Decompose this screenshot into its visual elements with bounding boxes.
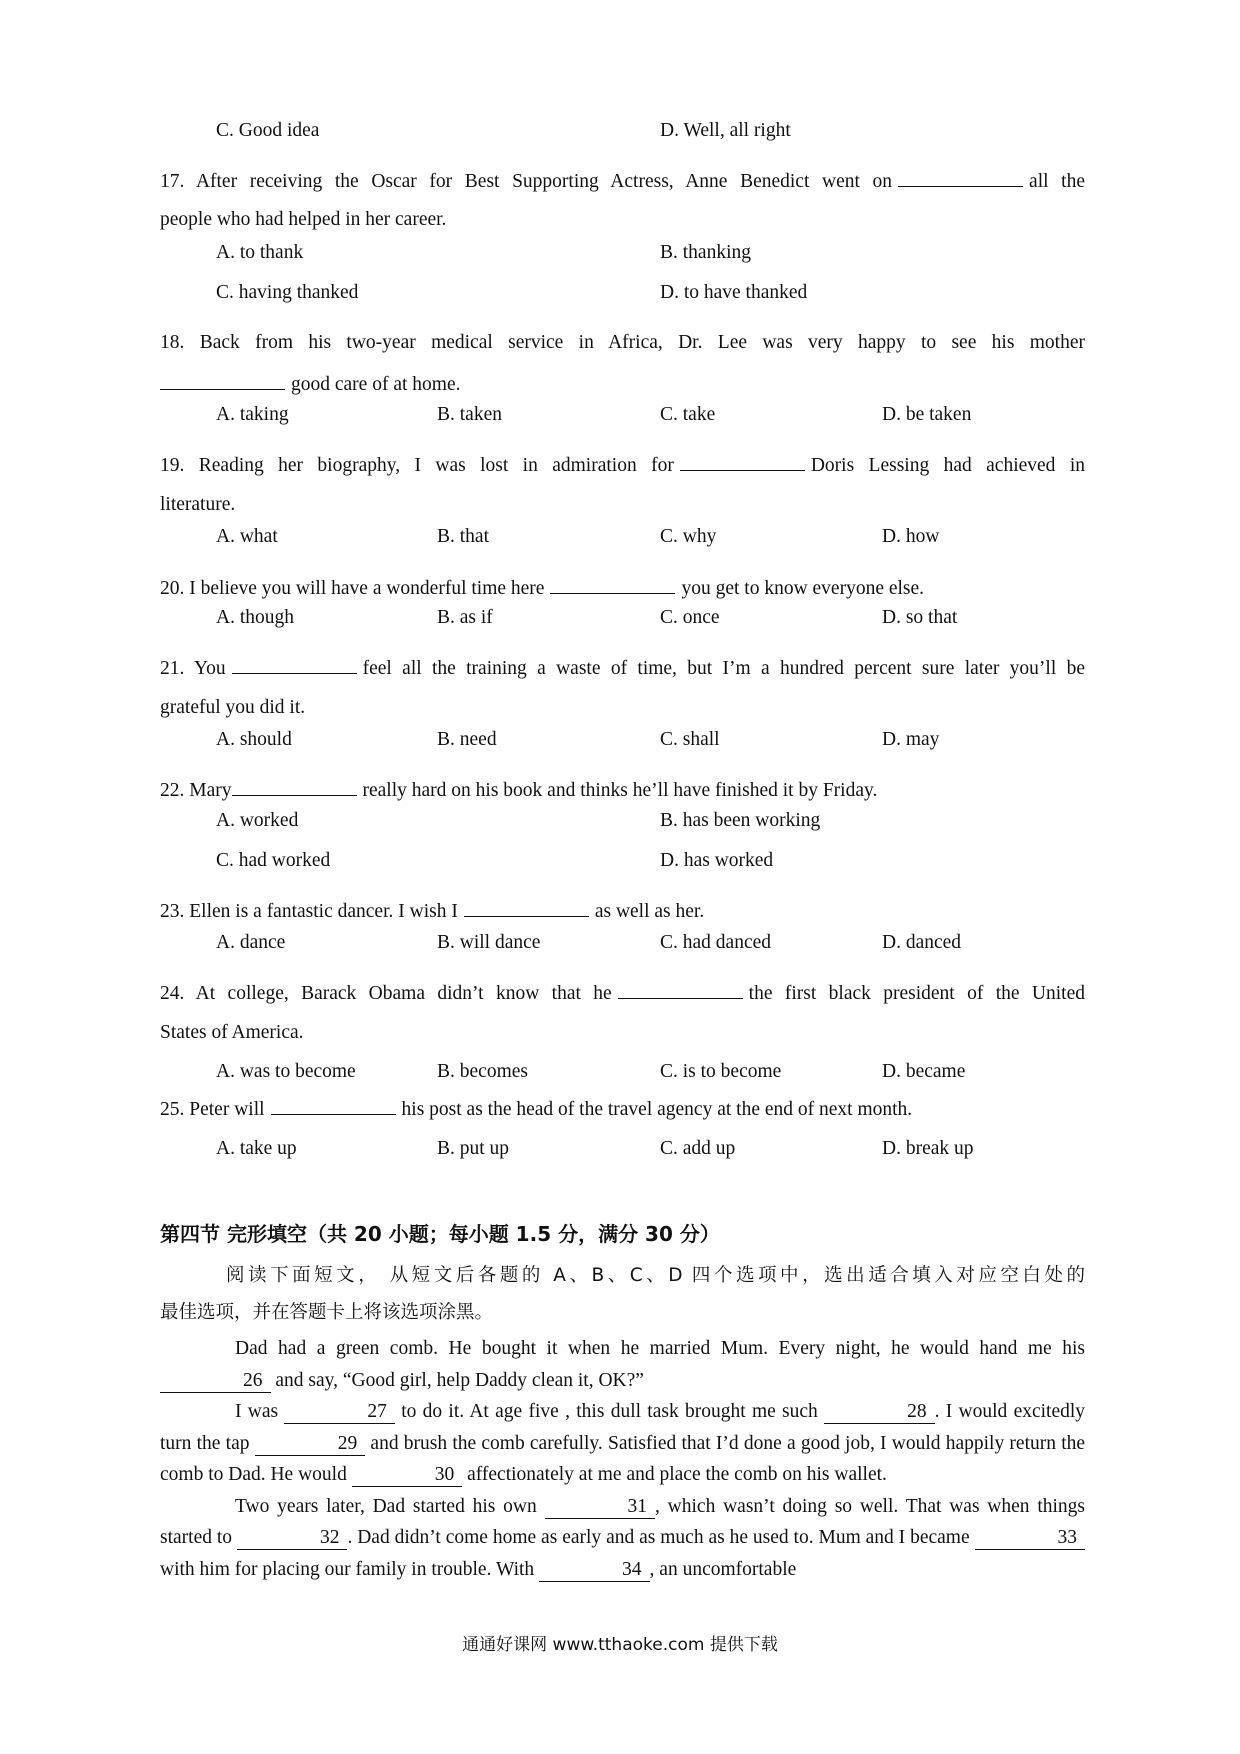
cloze-blank-27: 27	[284, 1401, 395, 1424]
cloze-blank-28: 28	[824, 1401, 935, 1424]
passage-paragraph-3: Two years later, Dad started his own 31 , which wasn’t doing so well. That was when things started to 32 . Dad didn’t come home as early and as much as he used to. Mum and I became 33 with him for placing our family in trouble. With 34 , an uncomfortable	[160, 1495, 1085, 1580]
answer-blank	[232, 655, 357, 674]
option-16-c: C. Good idea	[216, 120, 320, 141]
option-16-d: D. Well, all right	[660, 120, 791, 141]
option-23-a: A. dance	[216, 932, 286, 953]
option-19-a: A. what	[216, 526, 278, 547]
option-25-c: C. add up	[660, 1138, 736, 1159]
instruction-line2: 最佳选项，并在答题卡上将该选项涂黑。	[160, 1302, 494, 1323]
passage-paragraph-2: I was 27 to do it. At age five , this dull task brought me such 28 . I would excitedly turn the tap 29 and brush the comb carefully. Satisfied that I’d done a good job, I would happily return the comb to Dad. He would 30 affectionately at me and place the comb on his wallet.	[160, 1401, 1086, 1485]
cloze-blank-26: 26	[160, 1370, 271, 1393]
option-23-d: D. danced	[882, 932, 962, 953]
answer-blank	[271, 1096, 396, 1115]
cloze-blank-29: 29	[255, 1433, 366, 1456]
option-25-a: A. take up	[216, 1138, 297, 1159]
option-20-a: A. though	[216, 607, 294, 628]
answer-blank	[232, 777, 357, 796]
question-24-stem: 24. At college, Barack Obama didn’t know that he the first black president of the United	[160, 980, 1085, 1007]
option-23-c: C. had danced	[660, 932, 772, 953]
section-title: 第四节 完形填空（共 20 小题；每小题 1.5 分，满分 30 分）	[160, 1222, 720, 1246]
option-25-b: B. put up	[437, 1138, 510, 1159]
question-18-stem: 18. Back from his two-year medical service in Africa, Dr. Lee was very happy to see his mother	[160, 332, 1086, 353]
cloze-passage	[160, 1333, 1085, 1585]
question-20-stem: 20. I believe you will have a wonderful time here you get to know everyone else.	[160, 575, 1085, 602]
option-18-a: A. taking	[216, 404, 289, 425]
option-21-c: C. shall	[660, 729, 720, 750]
option-19-b: B. that	[437, 526, 489, 547]
option-21-d: D. may	[882, 729, 940, 750]
page-footer: 通通好课网 www.tthaoke.com 提供下载	[462, 1635, 778, 1655]
option-22-b: B. has been working	[660, 810, 821, 831]
answer-blank	[550, 575, 675, 594]
cloze-blank-30: 30	[352, 1464, 463, 1487]
option-24-d: D. became	[882, 1061, 966, 1082]
option-18-b: B. taken	[437, 404, 502, 425]
question-25-stem: 25. Peter will his post as the head of the travel agency at the end of next month.	[160, 1096, 1085, 1123]
question-17-stem-line2: people who had helped in her career.	[160, 209, 447, 230]
option-19-c: C. why	[660, 526, 717, 547]
instruction-line1: 阅读下面短文， 从短文后各题的 A、B、C、D 四个选项中，选出适合填入对应空白处的	[226, 1265, 1085, 1286]
question-21-stem-line2: grateful you did it.	[160, 697, 306, 718]
question-18-stem-line2: good care of at home.	[160, 371, 1085, 398]
passage-paragraph-1: Dad had a green comb. He bought it when he married Mum. Every night, he would hand me his 26 and say, “Good girl, help Daddy clean it, OK?”	[160, 1333, 1085, 1396]
answer-blank	[160, 371, 285, 390]
question-24-stem-line2: States of America.	[160, 1022, 304, 1043]
option-20-b: B. as if	[437, 607, 493, 628]
question-19-stem-line2: literature.	[160, 494, 236, 515]
option-19-d: D. how	[882, 526, 940, 547]
option-17-d: D. to have thanked	[660, 282, 808, 303]
option-24-c: C. is to become	[660, 1061, 782, 1082]
option-22-c: C. had worked	[216, 850, 331, 871]
answer-blank	[680, 452, 805, 471]
option-18-d: D. be taken	[882, 404, 972, 425]
option-24-a: A. was to become	[216, 1061, 356, 1082]
question-17-stem: 17. After receiving the Oscar for Best Supporting Actress, Anne Benedict went on all the	[160, 168, 1085, 195]
cloze-blank-31: 31	[545, 1496, 656, 1519]
cloze-blank-34: 34	[539, 1559, 650, 1582]
option-18-c: C. take	[660, 404, 716, 425]
option-20-c: C. once	[660, 607, 720, 628]
option-23-b: B. will dance	[437, 932, 541, 953]
cloze-blank-33: 33	[975, 1527, 1086, 1550]
option-22-a: A. worked	[216, 810, 299, 831]
option-17-c: C. having thanked	[216, 282, 359, 303]
option-25-d: D. break up	[882, 1138, 974, 1159]
option-17-b: B. thanking	[660, 242, 751, 263]
answer-blank	[898, 168, 1023, 187]
option-24-b: B. becomes	[437, 1061, 528, 1082]
option-17-a: A. to thank	[216, 242, 304, 263]
answer-blank	[618, 980, 743, 999]
question-23-stem: 23. Ellen is a fantastic dancer. I wish I as well as her.	[160, 898, 1085, 925]
option-21-a: A. should	[216, 729, 292, 750]
question-21-stem: 21. You feel all the training a waste of time, but I’m a hundred percent sure later you’ll be	[160, 655, 1085, 682]
cloze-blank-32: 32	[237, 1527, 348, 1550]
option-22-d: D. has worked	[660, 850, 774, 871]
option-20-d: D. so that	[882, 607, 958, 628]
answer-blank	[464, 898, 589, 917]
question-19-stem: 19. Reading her biography, I was lost in admiration for Doris Lessing had achieved in	[160, 452, 1085, 479]
question-22-stem: 22. Mary really hard on his book and thinks he’ll have finished it by Friday.	[160, 777, 1085, 804]
option-21-b: B. need	[437, 729, 497, 750]
